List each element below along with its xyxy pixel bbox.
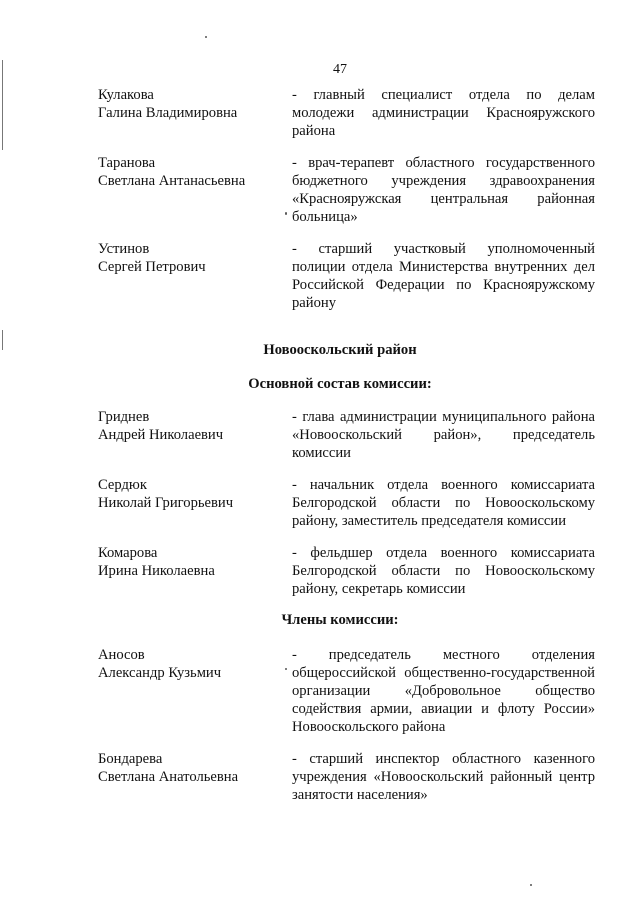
commission-members-heading: Члены комиссии: [281,612,399,628]
member-role: - старший участковый уполномоченный полиции отдела Министерства внутренних дел Российской Федерации по Краснояружскому району [292,241,595,311]
member-role: - глава администрации муниципального района «Новооскольский район», председатель комиссии [292,409,595,461]
member-given-name: Ирина Николаевна [98,563,215,579]
member-given-name: Светлана Анатольевна [98,769,239,785]
member-name [98,750,283,786]
member-role: - фельдшер отдела военного комиссариата Белгородской области по Новооскольскому району, секретарь комиссии [292,545,595,597]
district-heading: Новооскольский район [263,342,417,358]
main-composition-heading: Основной состав комиссии: [248,376,432,392]
member-surname: Кулакова [98,87,154,103]
member-surname: Таранова [98,155,156,171]
member-role: - старший инспектор областного казенного учреждения «Новооскольский районный центр занятости населения» [292,751,595,803]
member-surname: Аносов [98,647,145,663]
member-surname: Гриднев [98,409,150,425]
member-name [98,408,283,444]
member-name [98,86,283,122]
member-name [98,646,283,682]
member-name [98,154,283,190]
scan-speck [285,212,287,215]
member-surname: Комарова [98,545,158,561]
member-given-name: Андрей Николаевич [98,427,224,443]
member-role: - главный специалист отдела по делам молодежи администрации Краснояружского района [292,87,595,139]
scan-speck [285,668,287,670]
member-given-name: Александр Кузьмич [98,665,222,681]
member-role: - председатель местного отделения общероссийской общественно-государственной организации «Добровольное общество содействия армии, авиации и флоту России» Новооскольского района [292,647,595,735]
member-surname: Бондарева [98,751,163,767]
member-role: - начальник отдела военного комиссариата Белгородской области по Новооскольскому району, заместитель председателя комиссии [292,477,595,529]
scan-speck [205,36,207,38]
member-name [98,240,283,276]
member-surname: Сердюк [98,477,147,493]
member-name [98,476,283,512]
member-given-name: Сергей Петрович [98,259,206,275]
page-number: 47 [333,62,347,77]
member-given-name: Николай Григорьевич [98,495,234,511]
member-given-name: Светлана Антанасьевна [98,173,246,189]
scan-speck [530,884,532,886]
member-role: - врач-терапевт областного государственного бюджетного учреждения здравоохранения «Краснояружская центральная районная больница» [292,155,595,225]
member-given-name: Галина Владимировна [98,105,238,121]
member-name [98,544,283,580]
member-surname: Устинов [98,241,150,257]
